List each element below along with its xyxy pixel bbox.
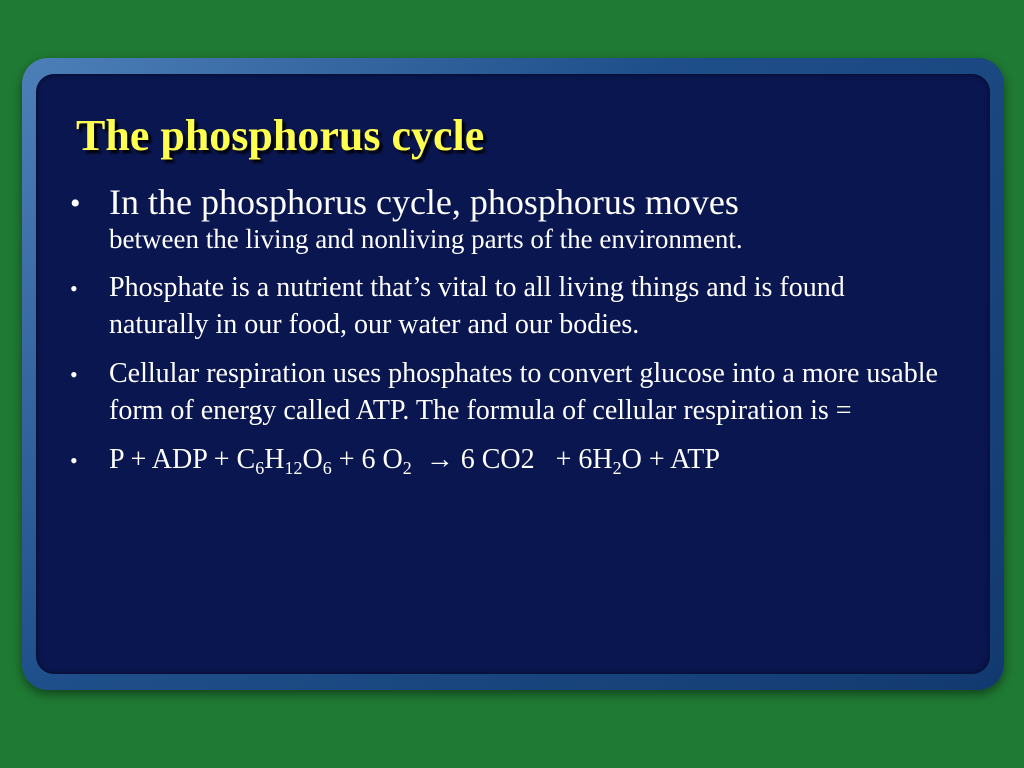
bullet-marker: • [70,448,78,473]
bullet-marker: • [70,362,78,387]
bullet-item-cellular-respiration [70,355,950,429]
bullet-text: Cellular respiration uses phosphates to convert glucose into a more usable form of energy called ATP. The formula of cellular respiration is = [109,358,938,426]
bullet-item-phosphorus-cycle [70,182,950,256]
bullet-marker: • [70,187,81,220]
bullet-text: Phosphate is a nutrient that’s vital to all living things and is found naturally in our food, our water and our bodies. [109,272,845,340]
bullet-text-continuation: between the living and nonliving parts of the environment. [109,224,743,254]
bullet-item-phosphate-nutrient [70,269,950,343]
slide-title: The phosphorus cycle [76,111,485,160]
bullet-list [70,182,950,478]
bullet-item-formula [70,441,950,478]
bullet-text-main: In the phosphorus cycle, phosphorus moves [109,182,739,222]
bullet-marker: • [70,276,78,301]
respiration-formula: P + ADP + $C_6H_{12}O_6 + 6$ $O_2 \to 6$ $CO2 + 6H_2O$ + ATP [109,444,720,478]
